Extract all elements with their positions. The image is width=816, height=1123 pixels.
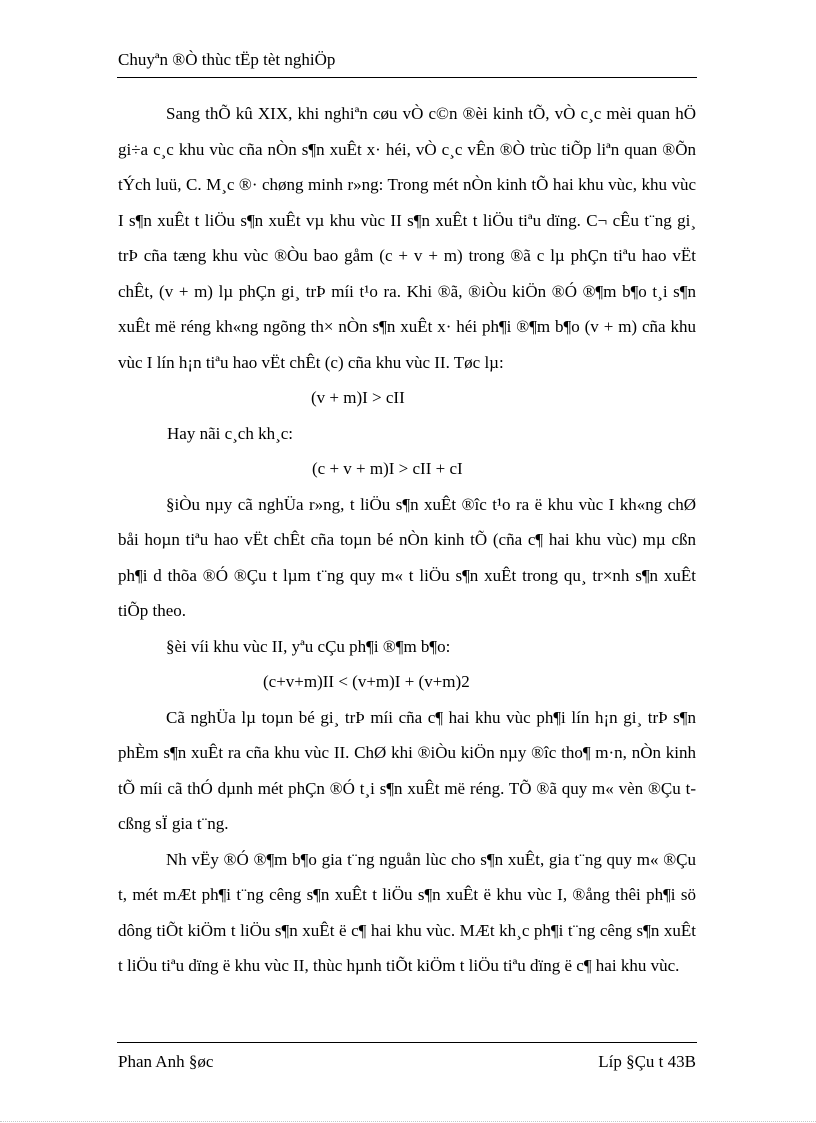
page-header-title: Chuyªn ®Ò thùc tËp tèt nghiÖp (118, 50, 336, 69)
footer-class: Líp §Çu t 43B (598, 1052, 696, 1071)
footer-divider (117, 1042, 697, 1043)
formula-2: (c + v + m)I > cII + cI (312, 459, 463, 478)
document-body (118, 96, 696, 984)
header-divider (117, 77, 697, 78)
formula-3: (c+v+m)II < (v+m)I + (v+m)2 (263, 672, 470, 691)
page-break-line (0, 1121, 816, 1122)
paragraph-3: §iÒu nµy cã nghÜa r»ng, t liÖu s¶n xuÊt ®îc t¹o ra ë khu vùc I kh«ng chØ båi hoµn tiªu hao vËt chÊt cña toµn bé nÒn kinh tÕ (cña c¶ hai khu vùc) mµ cßn ph¶i d thõa ®Ó ®Çu t lµm t¨ng quy m« t liÖu s¶n xuÊt trong qu¸ tr×nh s¶n xuÊt tiÕp theo. (118, 494, 696, 620)
paragraph-2: Hay nãi c¸ch kh¸c: (167, 423, 294, 443)
paragraph-4: §èi víi khu vùc II, yªu cÇu ph¶i ®¶m b¶o: (166, 636, 451, 656)
formula-1: (v + m)I > cII (311, 388, 405, 407)
paragraph-6: Nh vËy ®Ó ®¶m b¶o gia t¨ng nguån lùc cho s¶n xuÊt, gia t¨ng quy m« ®Çu t, mét mÆt ph¶i t¨ng cêng s¶n xuÊt t liÖu s¶n xuÊt ë khu vùc I, ®ång thêi ph¶i sö dông tiÕt kiÖm t liÖu s¶n xuÊt ë c¶ hai khu vùc. MÆt kh¸c ph¶i t¨ng cêng s¶n xuÊt t liÖu tiªu dïng ë khu vùc II, thùc hµnh tiÕt kiÖm t liÖu tiªu dïng ë c¶ hai khu vùc. (118, 849, 696, 975)
footer-author: Phan Anh §øc (118, 1052, 214, 1071)
paragraph-1: Sang thÕ kû XIX, khi nghiªn cøu vÒ c©n ®èi kinh tÕ, vÒ c¸c mèi quan hÖ gi÷a c¸c khu vùc cña nÒn s¶n xuÊt x· héi, vÒ c¸c vÊn ®Ò trùc tiÕp liªn quan ®Õn tÝch luü, C. M¸c ®· chøng minh r»ng: Trong mét nÒn kinh tÕ hai khu vùc, khu vùc I s¶n xuÊt t liÖu s¶n xuÊt vµ khu vùc II s¶n xuÊt t liÖu tiªu dïng. C¬ cÊu t¨ng gi¸ trÞ cña tæng khu vùc ®Òu bao gåm (c + v + m) trong ®ã c lµ phÇn tiªu hao vËt chÊt, (v + m) lµ phÇn gi¸ trÞ míi t¹o ra. Khi ®ã, ®iÒu kiÖn ®Ó ®¶m b¶o t¸i s¶n xuÊt më réng kh«ng ngõng th× nÒn s¶n xuÊt x· héi ph¶i ®¶m b¶o (v + m) cña khu vùc I lín h¡n tiªu hao vËt chÊt (c) cña khu vùc II. Tøc lµ: (118, 104, 696, 372)
paragraph-5: Cã nghÜa lµ toµn bé gi¸ trÞ míi cña c¶ hai khu vùc ph¶i lín h¡n gi¸ trÞ s¶n phÈm s¶n xuÊt ra cña khu vùc II. ChØ khi ®iÒu kiÖn nµy ®îc tho¶ m·n, nÒn kinh tÕ míi cã thÓ dµnh mét phÇn ®Ó t¸i s¶n xuÊt më réng. TÕ ®ã quy m« vèn ®Çu t cßng sÏ gia t¨ng. (118, 707, 696, 833)
